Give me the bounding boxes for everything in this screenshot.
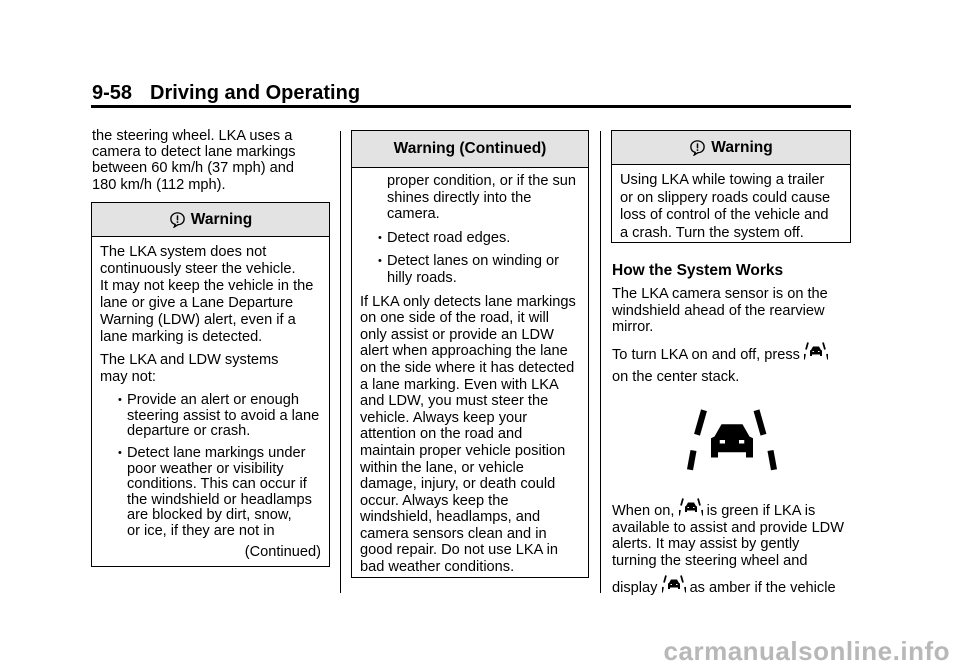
text-line: conditions. This can occur if [127, 476, 307, 493]
warning-title: Warning [711, 138, 773, 156]
text-line: steering assist to avoid a lane [127, 407, 320, 424]
text-fragment: display [612, 580, 658, 597]
text-line: alert when approaching the lane [360, 343, 568, 360]
warning-paragraph [360, 294, 580, 576]
text-line: the windshield or headlamps [127, 491, 312, 508]
bullet-icon: • [118, 447, 122, 460]
text-line: loss of control of the vehicle and [620, 207, 829, 224]
text-line: alerts. It may assist by gently [612, 536, 800, 553]
text-line: a lane marking. Even with LKA [360, 376, 559, 393]
warning-continued-box [351, 130, 589, 578]
text-line: poor weather or visibility [127, 460, 284, 477]
bullet-icon: • [118, 394, 122, 407]
text-line: turning the steering wheel and [612, 552, 808, 569]
text-line: The LKA camera sensor is on the [612, 286, 828, 302]
text-line: available to assist and provide LDW [612, 519, 844, 536]
text-line: is green if LKA is [706, 503, 816, 519]
text-line: mirror. [612, 319, 654, 336]
page-header [92, 82, 360, 105]
text-line [612, 574, 836, 597]
text-line: camera to detect lane markings [92, 144, 296, 161]
text-line: between 60 km/h (37 mph) and [92, 160, 294, 177]
text-line: the steering wheel. LKA uses a [92, 128, 293, 144]
text-line: If LKA only detects lane markings [360, 293, 576, 310]
lane-keep-assist-icon [680, 405, 784, 475]
text-line: To turn LKA on and off, press [612, 347, 800, 363]
warning-title: Warning [190, 210, 253, 228]
text-line: damage, injury, or death could [360, 476, 556, 493]
text-line: When on, [612, 503, 675, 519]
warning-box [91, 202, 330, 567]
text-line: Warning (LDW) alert, even if a [100, 311, 296, 328]
warning-icon [689, 139, 706, 156]
text-line: camera. [387, 206, 440, 223]
text-line: The LKA system does not [100, 244, 267, 260]
text-line: Detect lane markings under [127, 445, 306, 462]
text-line: on the center stack. [612, 369, 740, 385]
lane-keep-assist-icon [679, 497, 703, 517]
col3-paragraph [612, 497, 857, 597]
warning-paragraph [100, 352, 321, 386]
list-item [360, 253, 580, 286]
warning-box [611, 130, 851, 243]
text-fragment: as amber if the vehicle [689, 580, 836, 597]
text-line: only assist or provide an LDW [360, 326, 554, 343]
bullet-list [100, 393, 321, 539]
text-line: good repair. Do not use LKA in [360, 542, 558, 559]
text-line: attention on the road and [360, 426, 523, 443]
warning-header [352, 131, 588, 168]
warning-lead [360, 173, 580, 223]
text-line: on the side where it has detected [360, 359, 575, 376]
text-line: Provide an alert or enough [127, 392, 299, 409]
text-line: on one side of the road, it will [360, 310, 550, 327]
text-line: or on slippery roads could cause [620, 189, 831, 206]
section-title: Driving and Operating [150, 82, 361, 104]
col1-intro [92, 128, 332, 193]
watermark: carmanualsonline.info [663, 636, 950, 666]
text-line: proper condition, or if the sun [387, 173, 577, 189]
lane-keep-assist-icon [662, 574, 686, 594]
text-line: a crash. Turn the system off. [620, 224, 804, 241]
warning-paragraph [100, 244, 321, 345]
text-line: and LDW, you must steer the [360, 393, 549, 410]
text-line: lane marking is detected. [100, 328, 263, 345]
warning-icon [169, 211, 186, 228]
section-heading: How the System Works [612, 262, 784, 279]
col3-paragraph [612, 286, 852, 336]
continued-label: (Continued) [244, 543, 321, 560]
text-line: within the lane, or vehicle [360, 459, 524, 476]
warning-body [352, 168, 588, 576]
text-line: The LKA and LDW systems [100, 352, 279, 369]
warning-body [92, 237, 329, 561]
text-line: occur. Always keep the [360, 492, 509, 509]
list-item [360, 230, 580, 247]
text-line: Using LKA while towing a trailer [620, 172, 825, 188]
text-line: vehicle. Always keep your [360, 409, 528, 426]
text-line: 180 km/h (112 mph). [92, 176, 226, 193]
text-line: are blocked by dirt, snow, [127, 507, 292, 524]
warning-header [612, 131, 850, 165]
list-item [100, 446, 321, 538]
text-line: camera sensors clean and in [360, 525, 547, 542]
text-line: windshield ahead of the rearview [612, 302, 825, 319]
bullet-list [360, 230, 580, 287]
text-line: Detect lanes on winding or [387, 253, 559, 270]
text-line: bad weather conditions. [360, 559, 515, 576]
text-line: lane or give a Lane Departure [100, 294, 294, 311]
warning-title: Warning (Continued) [393, 140, 547, 157]
bullet-icon: • [378, 231, 382, 244]
column-divider-2 [600, 131, 601, 593]
warning-header [92, 203, 329, 237]
text-line: Detect road edges. [387, 229, 511, 246]
column-divider-1 [340, 131, 341, 593]
header-rule [91, 105, 851, 108]
col3-paragraph [612, 341, 857, 388]
text-line: hilly roads. [387, 269, 457, 286]
text-line: windshield, headlamps, and [360, 509, 541, 526]
page-number: 9-58 [92, 82, 133, 104]
text-line: may not: [100, 369, 156, 386]
warning-body [612, 165, 850, 242]
text-line: or ice, if they are not in [127, 522, 275, 539]
lane-keep-assist-icon [804, 341, 828, 361]
text-line: maintain proper vehicle position [360, 442, 566, 459]
text-line: continuously steer the vehicle. [100, 260, 296, 277]
list-item [100, 393, 321, 439]
text-line: departure or crash. [127, 423, 251, 440]
text-line: shines directly into the [387, 189, 532, 206]
bullet-icon: • [378, 255, 382, 268]
text-line: It may not keep the vehicle in the [100, 277, 314, 294]
